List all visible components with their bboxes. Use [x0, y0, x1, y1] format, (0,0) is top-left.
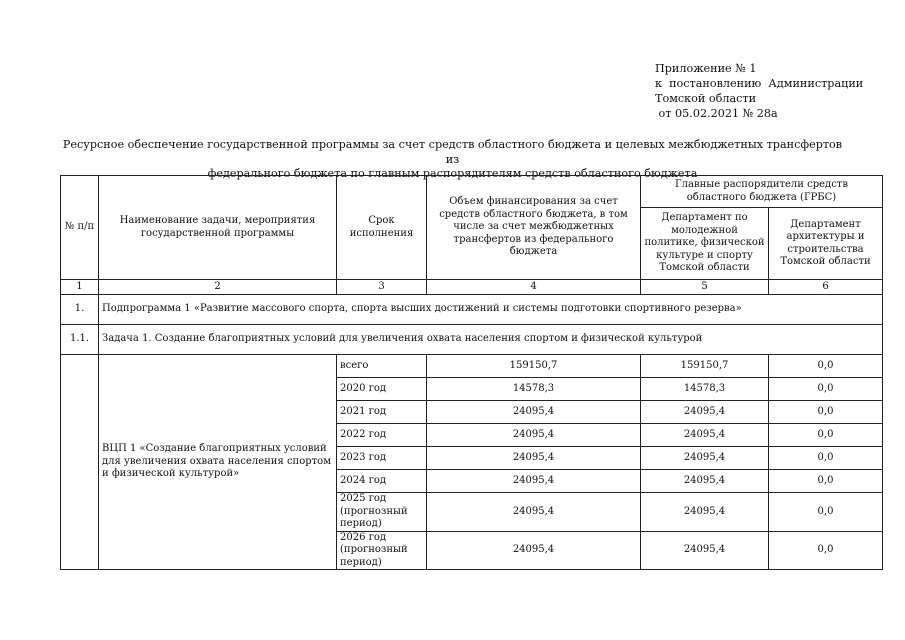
appendix-line: от 05.02.2021 № 28а	[655, 107, 778, 120]
header-grbs: Главные распорядители средств областного бюджета (ГРБС)	[641, 176, 883, 208]
col-number: 2	[99, 280, 337, 295]
dept1-cell: 159150,7	[641, 355, 769, 378]
title-line: Ресурсное обеспечение государственной программы за счет средств областного бюджета и целевых межбюджетных трансфертов из	[62, 138, 843, 166]
dept2-cell: 0,0	[769, 378, 883, 401]
dept1-cell: 24095,4	[641, 424, 769, 447]
task-num: 1.1.	[61, 325, 99, 355]
term-cell: 2020 год	[337, 378, 427, 401]
header-term: Срок исполнения	[337, 176, 427, 280]
col-number: 4	[427, 280, 641, 295]
dept2-cell: 0,0	[769, 424, 883, 447]
header-volume: Объем финансирования за счет средств областного бюджета, в том числе за счет межбюджетных трансфертов из федерального бюджета	[427, 176, 641, 280]
col-number: 5	[641, 280, 769, 295]
dept1-cell: 24095,4	[641, 401, 769, 424]
title-line: федерального бюджета по главным распорядителям средств областного бюджета	[207, 167, 698, 180]
header-dept1: Департамент по молодежной политике, физической культуре и спорту Томской области	[641, 208, 769, 280]
dept2-cell: 0,0	[769, 493, 883, 532]
term-cell: 2021 год	[337, 401, 427, 424]
term-cell: 2023 год	[337, 447, 427, 470]
subprogram-text: Подпрограмма 1 «Развитие массового спорта, спорта высших достижений и системы подготовки спортивного резерва»	[99, 295, 883, 325]
term-cell: 2024 год	[337, 470, 427, 493]
volume-cell: 14578,3	[427, 378, 641, 401]
task-text: Задача 1. Создание благоприятных условий для увеличения охвата населения спортом и физической культурой	[99, 325, 883, 355]
volume-cell: 159150,7	[427, 355, 641, 378]
appendix-line: к постановлению Администрации	[655, 77, 864, 90]
vcp-label: ВЦП 1 «Создание благоприятных условий для увеличения охвата населения спортом и физической культурой»	[99, 355, 337, 570]
appendix-line: Приложение № 1	[655, 62, 757, 75]
vcp-num-cell	[61, 355, 99, 570]
dept1-cell: 14578,3	[641, 378, 769, 401]
volume-cell: 24095,4	[427, 493, 641, 532]
header-num: № п/п	[61, 176, 99, 280]
col-number: 3	[337, 280, 427, 295]
subprogram-num: 1.	[61, 295, 99, 325]
volume-cell: 24095,4	[427, 470, 641, 493]
col-number: 6	[769, 280, 883, 295]
term-cell: 2026 год (прогнозный период)	[337, 531, 427, 570]
dept2-cell: 0,0	[769, 447, 883, 470]
dept1-cell: 24095,4	[641, 447, 769, 470]
header-name: Наименование задачи, мероприятия государственной программы	[99, 176, 337, 280]
volume-cell: 24095,4	[427, 401, 641, 424]
volume-cell: 24095,4	[427, 531, 641, 570]
dept2-cell: 0,0	[769, 355, 883, 378]
col-number: 1	[61, 280, 99, 295]
dept2-cell: 0,0	[769, 470, 883, 493]
header-dept2: Департамент архитектуры и строительства Томской области	[769, 208, 883, 280]
term-cell: всего	[337, 355, 427, 378]
dept2-cell: 0,0	[769, 531, 883, 570]
dept2-cell: 0,0	[769, 401, 883, 424]
volume-cell: 24095,4	[427, 424, 641, 447]
dept1-cell: 24095,4	[641, 531, 769, 570]
dept1-cell: 24095,4	[641, 493, 769, 532]
dept1-cell: 24095,4	[641, 470, 769, 493]
term-cell: 2025 год (прогнозный период)	[337, 493, 427, 532]
resource-table	[60, 175, 883, 570]
term-cell: 2022 год	[337, 424, 427, 447]
appendix-line: Томской области	[655, 92, 757, 105]
volume-cell: 24095,4	[427, 447, 641, 470]
appendix-block	[655, 61, 863, 121]
